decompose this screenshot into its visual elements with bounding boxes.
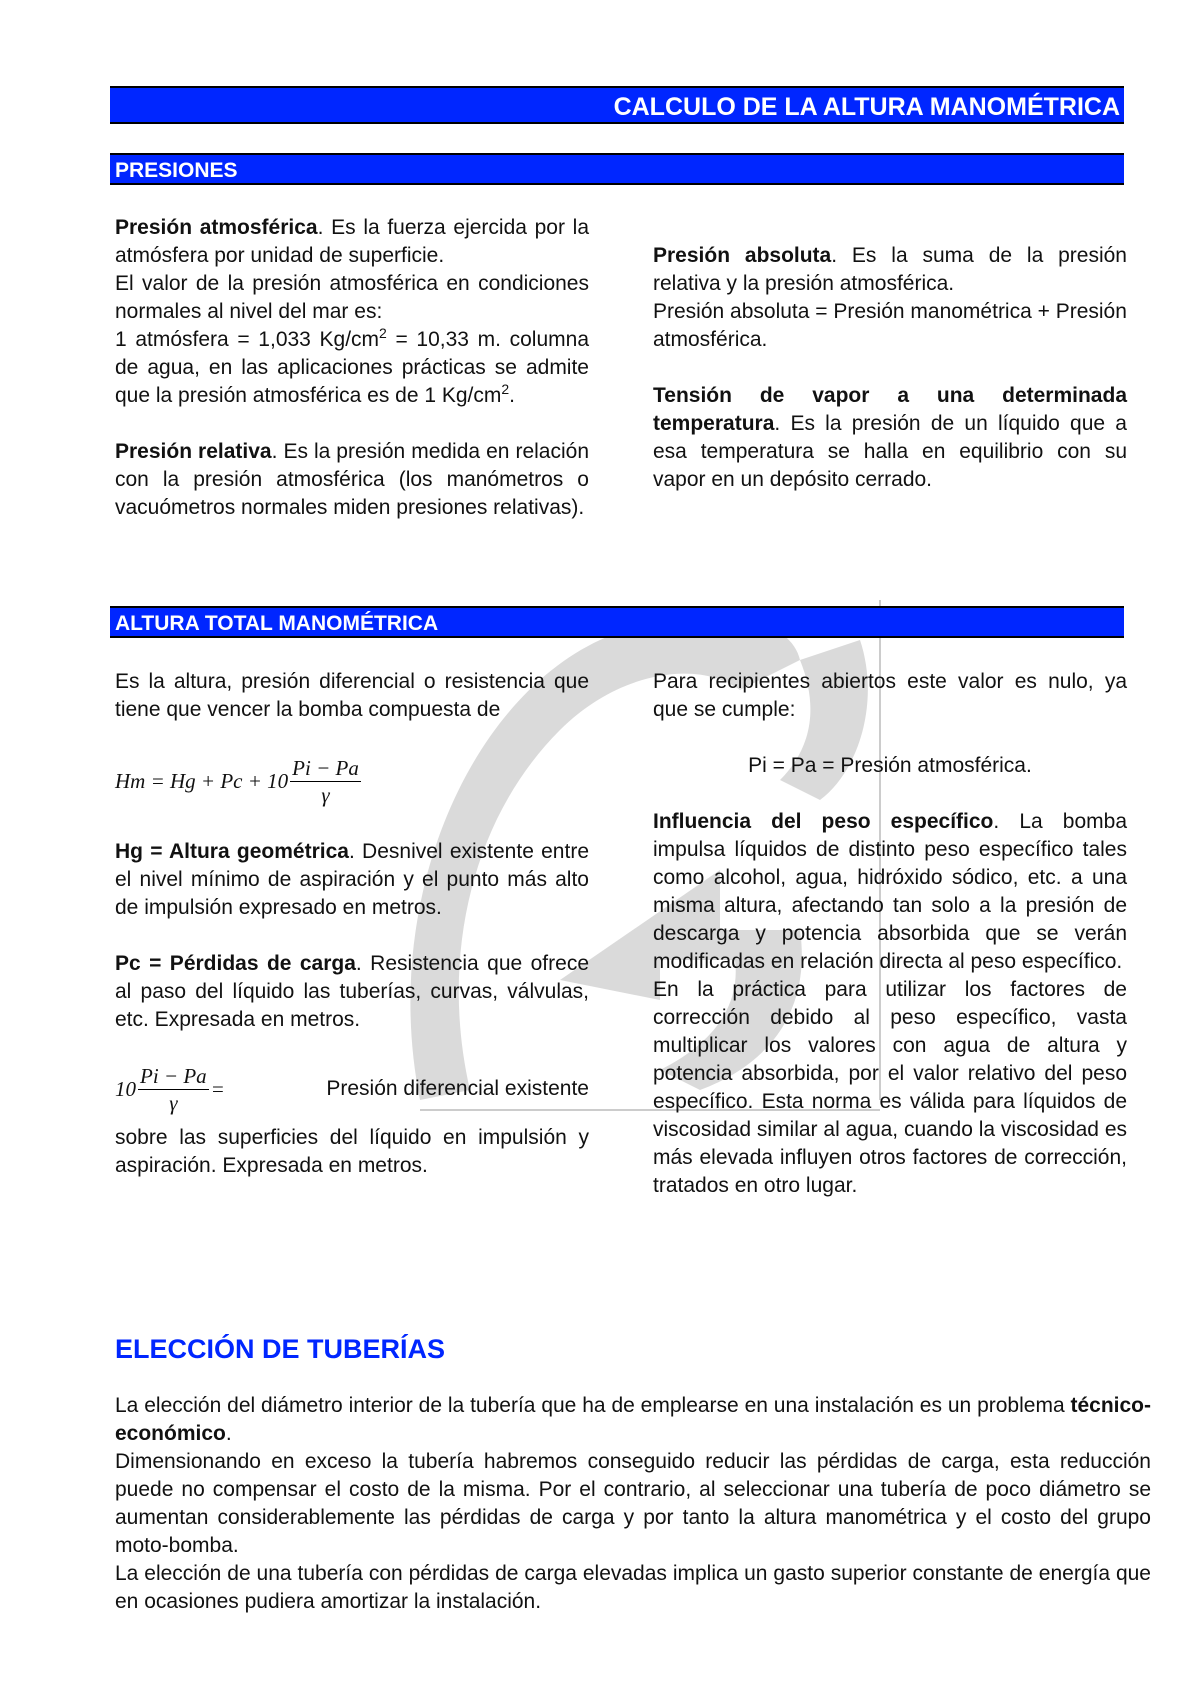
presion-absoluta-paragraph <box>653 242 1127 298</box>
section-header-presiones: PRESIONES <box>110 153 1124 185</box>
presion-absoluta-formula: Presión absoluta = Presión manométrica + Presión atmosférica. <box>653 300 1127 351</box>
diff-den: γ <box>169 1090 178 1115</box>
atm-value-exp: 2 <box>379 325 387 341</box>
pc-term: Pc = Pérdidas de carga <box>115 952 356 975</box>
presion-atmosferica-term: Presión atmosférica <box>115 216 318 239</box>
diff-formula <box>115 1063 225 1116</box>
diff-fraction <box>138 1063 209 1116</box>
presion-absoluta-def: . Es la suma de la presión relativa y la presión atmosférica. <box>653 244 1127 295</box>
diff-formula-line <box>115 1058 589 1120</box>
peso-especifico-practice: En la práctica para utilizar los factores de corrección debido al peso específico, vasta multiplicar los valores con agua de altura y potencia absorbida, por el valor relativo del peso específico. Esta norma es válida para líquidos de viscosidad similar al agua, cuando la viscosidad es más elevada influyen otros factores de corrección, tratados en otro lugar. <box>653 978 1127 1197</box>
presion-atmosferica-value-intro: El valor de la presión atmosférica en condiciones normales al nivel del mar es: <box>115 272 589 323</box>
altura-left-column <box>115 668 589 1180</box>
hm-formula-num: Pi − Pa <box>292 755 359 780</box>
hm-formula <box>115 750 589 812</box>
presiones-left-column <box>115 214 589 522</box>
hg-paragraph <box>115 838 589 922</box>
peso-especifico-paragraph <box>653 808 1127 976</box>
diff-num: Pi − Pa <box>140 1063 207 1088</box>
diff-eq: = <box>210 1077 225 1101</box>
hg-term: Hg = Altura geométrica <box>115 840 349 863</box>
peso-especifico-term: Influencia del peso específico <box>653 810 994 833</box>
tuberias-p1-bold: técnico-económico <box>115 1394 1151 1445</box>
tuberias-p1-b: . <box>225 1422 232 1445</box>
recipientes-abiertos-text: Para recipientes abiertos este valor es nulo, ya que se cumple: <box>653 670 1127 721</box>
page-title: CALCULO DE LA ALTURA MANOMÉTRICA <box>110 86 1124 124</box>
atm-value-b: = 10,33 m. columna de agua, en las aplicaciones prácticas se admite que la presión atmosférica es de 1 Kg/cm <box>115 328 589 407</box>
diff-text: Presión diferencial existente <box>326 1077 589 1100</box>
diff-coef: 10 <box>115 1077 136 1101</box>
diff-text2: sobre las superficies del líquido en impulsión y aspiración. Expresada en metros. <box>115 1126 589 1177</box>
hm-formula-fraction <box>290 755 361 808</box>
presion-atmosferica-value <box>115 326 589 410</box>
section-title-tuberias: ELECCIÓN DE TUBERÍAS <box>115 1334 446 1364</box>
atm-value-exp2: 2 <box>501 381 510 397</box>
pc-def: . Resistencia que ofrece al paso del líquido las tuberías, curvas, válvulas, etc. Expresada en metros. <box>115 952 589 1031</box>
hm-formula-den: γ <box>321 782 330 807</box>
tension-vapor-def: . Es la presión de un líquido que a esa temperatura se halla en equilibrio con su vapor en un depósito cerrado. <box>653 412 1127 491</box>
recipientes-abiertos-formula: Pi = Pa = Presión atmosférica. <box>748 754 1032 777</box>
presion-relativa-paragraph <box>115 438 589 522</box>
presion-absoluta-term: Presión absoluta <box>653 244 832 267</box>
altura-intro: Es la altura, presión diferencial o resistencia que tiene que vencer la bomba compuesta de <box>115 670 589 721</box>
pc-paragraph <box>115 950 589 1034</box>
atm-value-end: . <box>509 384 516 407</box>
hg-def: . Desnivel existente entre el nivel mínimo de aspiración y el punto más alto de impulsión expresado en metros. <box>115 840 589 919</box>
atm-value-a: 1 atmósfera = 1,033 Kg/cm <box>115 328 380 351</box>
presion-relativa-term: Presión relativa <box>115 440 272 463</box>
presion-atmosferica-def: . Es la fuerza ejercida por la atmósfera por unidad de superficie. <box>115 216 589 267</box>
altura-right-column <box>653 668 1127 1200</box>
hm-formula-lhs: Hm = Hg + Pc + 10 <box>115 769 289 793</box>
tuberias-p3: La elección de una tubería con pérdidas de carga elevadas implica un gasto superior constante de energía que en ocasiones pudiera amortizar la instalación. <box>115 1562 1151 1613</box>
presion-atmosferica-paragraph <box>115 214 589 270</box>
presion-relativa-def: . Es la presión medida en relación con la presión atmosférica (los manómetros o vacuómetros normales miden presiones relativas). <box>115 440 589 519</box>
tuberias-body <box>115 1392 1151 1616</box>
tuberias-p1-a: La elección del diámetro interior de la tubería que ha de emplearse en una instalación es un problema <box>115 1394 1071 1417</box>
presiones-right-column <box>653 242 1127 494</box>
section-header-altura: ALTURA TOTAL MANOMÉTRICA <box>110 606 1124 638</box>
tuberias-p2: Dimensionando en exceso la tubería habremos conseguido reducir las pérdidas de carga, esta reducción puede no compensar el costo de la misma. Por el contrario, al seleccionar una tubería de poco diámetro se aumentan considerablemente las pérdidas de carga y por tanto la altura manométrica y el costo del grupo moto-bomba. <box>115 1450 1151 1557</box>
tuberias-p1 <box>115 1392 1151 1448</box>
tension-vapor-paragraph <box>653 382 1127 494</box>
peso-especifico-def: . La bomba impulsa líquidos de distinto peso específico tales como alcohol, agua, hidróxido sódico, etc. a una misma altura, afectando tan solo a la presión de descarga y potencia absorbida que se verán modificadas en relación directa al peso específico. <box>653 810 1127 973</box>
tension-vapor-term: Tensión de vapor a una determinada temperatura <box>653 384 1127 435</box>
